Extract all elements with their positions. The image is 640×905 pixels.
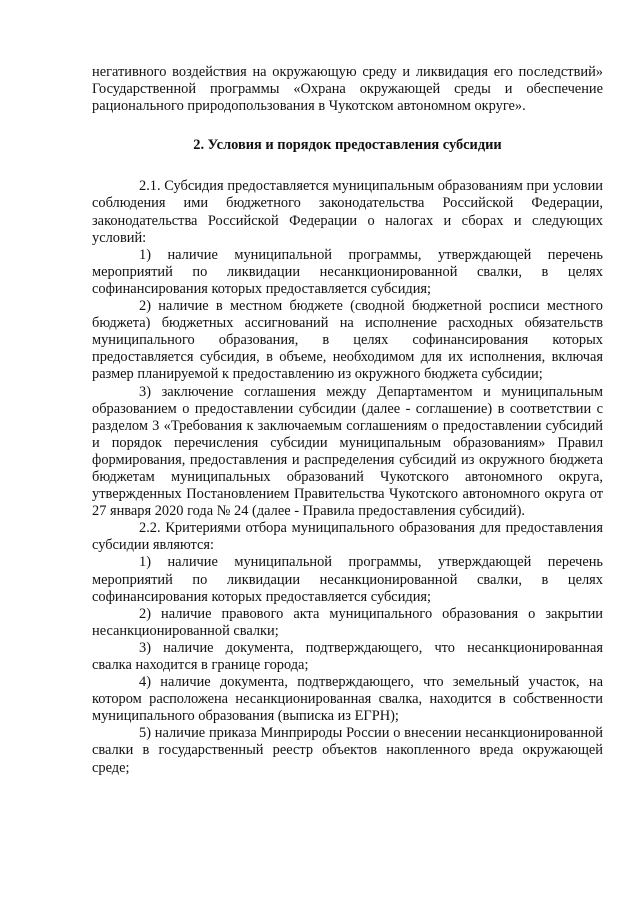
paragraph-2-1: 2.1. Субсидия предоставляется муниципальным образованиям при условии соблюдения ими бюджетного законодательства Российской Федерации, законодательства Российской Федерации о налогах и сборах и следующих условий: <box>92 178 603 246</box>
paragraph-2-2-item-4: 4) наличие документа, подтверждающего, что земельный участок, на котором расположена несанкционированная свалка, находится в собственности муниципального образования (выписка из ЕГРН); <box>92 674 603 725</box>
document-page <box>92 64 603 777</box>
paragraph-2-1-item-2: 2) наличие в местном бюджете (сводной бюджетной росписи местного бюджета) бюджетных ассигнований на исполнение расходных обязательств муниципального образования, в целях софинансирования которых предоставляется субсидия, в объеме, необходимом для их исполнения, включая размер планируемой к предоставлению из окружного бюджета субсидии; <box>92 298 603 383</box>
section-title: 2. Условия и порядок предоставления субсидии <box>193 137 502 154</box>
paragraph-2-2: 2.2. Критериями отбора муниципального образования для предоставления субсидии являются: <box>92 520 603 554</box>
paragraph-2-2-item-3: 3) наличие документа, подтверждающего, что несанкционированная свалка находится в границе города; <box>92 639 603 673</box>
paragraph-2-2-item-1: 1) наличие муниципальной программы, утверждающей перечень мероприятий по ликвидации несанкционированной свалки, в целях софинансирования которых предоставляется субсидия; <box>92 554 603 605</box>
paragraph-2-1-item-1: 1) наличие муниципальной программы, утверждающей перечень мероприятий по ликвидации несанкционированной свалки, в целях софинансирования которых предоставляется субсидия; <box>92 246 603 297</box>
paragraph-2-2-item-5: 5) наличие приказа Минприроды России о внесении несанкционированной свалки в государственный реестр объектов накопленного вреда окружающей среде; <box>92 725 603 776</box>
intro-paragraph: негативного воздействия на окружающую среду и ликвидация его последствий» Государственной программы «Охрана окружающей среды и обеспечение рационального природопользования в Чукотском автономном округе». <box>92 64 603 115</box>
paragraph-2-1-item-3: 3) заключение соглашения между Департаментом и муниципальным образованием о предоставлении субсидии (далее - соглашение) в соответствии с разделом 3 «Требования к заключаемым соглашениям о предоставлении субсидий и порядок перечисления субсидии муниципальным образованиям» Правил формирования, предоставления и распределения субсидий из окружного бюджета бюджетам муниципальных образований Чукотского автономного округа, утвержденных Постановлением Правительства Чукотского автономного округа от 27 января 2020 года № 24 (далее - Правила предоставления субсидий). <box>92 383 603 520</box>
paragraph-2-2-item-2: 2) наличие правового акта муниципального образования о закрытии несанкционированной свалки; <box>92 605 603 639</box>
